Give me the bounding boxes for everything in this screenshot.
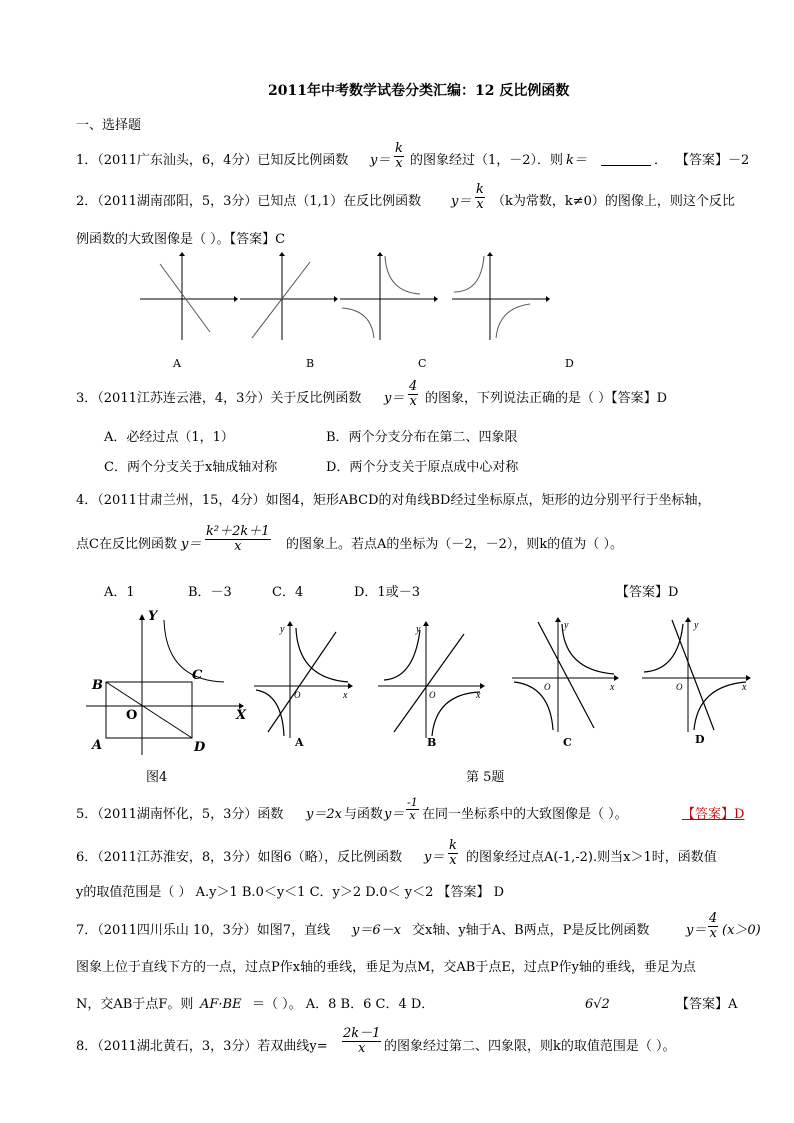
q4-option-c: C．4	[272, 585, 304, 600]
fig5-caption: 第 5题	[466, 770, 505, 785]
svg-text:y: y	[564, 620, 569, 631]
q5-func: y＝	[384, 807, 405, 822]
q2-line2: 例函数的大致图像是（ ）。【答案】C	[76, 232, 286, 247]
q6-fraction	[448, 839, 458, 869]
q3-option-b: B．两个分支分布在第二、四象限	[326, 430, 518, 445]
svg-text:x: x	[742, 682, 747, 693]
q7-line2: 图象上位于直线下方的一点，过点P作x轴的垂线，垂足为点M，交AB于点E，过点P作y轴的垂线，垂足为点	[76, 960, 696, 975]
q2-label-c: C	[418, 357, 427, 370]
q2-frac-num: k	[476, 182, 484, 197]
fig4-caption: 图4	[146, 770, 168, 785]
q2-graph-b	[238, 252, 338, 342]
q1-func: y＝	[370, 153, 391, 168]
page-title: 2011年中考数学试卷分类汇编：12 反比例函数	[268, 83, 570, 99]
q6-frac-num: k	[449, 838, 457, 853]
q7-func: y＝	[686, 923, 707, 938]
fig5-graph-c	[510, 616, 630, 736]
q1-fraction	[394, 142, 404, 172]
q3-text-a: 3．（2011江苏连云港，4，3分）关于反比例函数	[76, 391, 362, 406]
q7-line-eq: y＝6－x	[352, 923, 401, 938]
q2-fraction	[475, 183, 485, 213]
q5-frac-num: -1	[407, 796, 418, 809]
figure-4	[86, 610, 266, 760]
q4-frac-num: k²＋2k＋1	[206, 524, 270, 539]
q4-option-d: D．1或－3	[354, 585, 420, 600]
q8-frac-num: 2k－1	[343, 1026, 381, 1041]
q4-text-b: 的图象上。若点A的坐标为（－2，－2），则k的值为（ ）。	[286, 537, 623, 552]
q7-product: AF·BE	[200, 997, 242, 1012]
q1-frac-num: k	[395, 141, 403, 156]
q7-answer: 【答案】A	[676, 997, 738, 1012]
q6-func: y＝	[424, 850, 445, 865]
q5-frac-den: x	[409, 809, 416, 823]
q3-func: y＝	[384, 391, 405, 406]
q2-graph-d	[450, 252, 550, 342]
q4-answer: 【答案】D	[616, 585, 679, 600]
fig5-label-a: A	[295, 736, 304, 749]
q1-text-a: 1．（2011广东汕头，6，4分）已知反比例函数	[76, 153, 349, 168]
q7-text-c: N，交AB于点F。则	[76, 997, 194, 1012]
q6-frac-den: x	[449, 853, 457, 869]
q2-label-a: A	[173, 357, 181, 370]
q5-text-a: 5．（2011湖南怀化，5，3分）函数	[76, 807, 284, 822]
svg-text:O: O	[676, 682, 683, 692]
q3-frac-den: x	[409, 394, 417, 410]
q3-fraction	[408, 380, 418, 410]
fig5-label-d: D	[695, 733, 705, 746]
svg-text:y: y	[694, 620, 699, 631]
fig5-graph-d	[640, 616, 760, 736]
fig4-c-label: C	[192, 668, 203, 683]
q3-option-d: D．两个分支关于原点成中心对称	[326, 460, 519, 475]
q8-fraction	[342, 1027, 381, 1057]
q8-text-a: 8．（2011湖北黄石，3，3分）若双曲线y=	[76, 1039, 328, 1054]
svg-text:O: O	[429, 690, 436, 700]
fig4-o-label: O	[126, 708, 138, 723]
q7-frac-den: x	[709, 926, 717, 942]
q7-condition: (x＞0)	[722, 923, 761, 938]
fig5-graph-a	[252, 620, 362, 740]
fig4-y-label: Y	[148, 609, 158, 624]
q8-frac-den: x	[358, 1041, 366, 1057]
q4-func: y＝	[181, 537, 202, 552]
q7-fraction	[708, 912, 718, 942]
section-heading: 一、选择题	[76, 118, 142, 133]
svg-text:x: x	[610, 682, 615, 693]
q1-text-b: 的图象经过（1，－2）．则	[410, 153, 564, 168]
svg-text:x: x	[476, 690, 481, 701]
q7-frac-num: 4	[709, 911, 718, 926]
q6-line2: y的取值范围是（ ） A.y＞1 B.0＜y＜1 C．y＞2 D.0＜ y＜2 【答案】 D	[76, 885, 505, 900]
svg-text:x: x	[343, 690, 348, 701]
q5-answer: 【答案】D	[682, 807, 745, 822]
fig4-d-label: D	[194, 740, 206, 755]
fig5-label-b: B	[427, 736, 437, 749]
fig5-label-c: C	[563, 736, 572, 749]
fig4-x-label: X	[236, 708, 247, 723]
q3-text-b: 的图象，下列说法正确的是（ ）【答案】D	[425, 391, 668, 406]
svg-text:O: O	[544, 682, 551, 692]
q5-text-c: 在同一坐标系中的大致图像是（ ）。	[422, 807, 628, 822]
q3-option-c: C．两个分支关于x轴成轴对称	[104, 460, 278, 475]
q4-option-a: A．1	[104, 585, 135, 600]
q2-text-b: （k为常数，k≠0）的图像上，则这个反比	[492, 194, 735, 209]
q3-option-a: A．必经过点（1，1）	[104, 430, 234, 445]
q6-text-a: 6．（2011江苏淮安，8，3分）如图6（略），反比例函数	[76, 850, 403, 865]
q1-frac-den: x	[395, 156, 403, 172]
q1-k-eq: k＝	[566, 153, 587, 168]
q4-text-a: 点C在反比例函数	[76, 537, 177, 552]
svg-text:O: O	[294, 690, 301, 700]
q2-frac-den: x	[476, 197, 484, 213]
q7-text-a: 7．（2011四川乐山 10，3分）如图7，直线	[76, 923, 331, 938]
q7-text-d: ＝（ ）。 A．8 B．6 C．4 D．	[252, 997, 435, 1012]
q8-text-b: 的图象经过第二、四象限，则k的取值范围是（ ）。	[384, 1039, 676, 1054]
q2-graph-c	[338, 252, 438, 342]
q4-option-b: B．－3	[188, 585, 232, 600]
q1-answer: 【答案】－2	[676, 153, 750, 168]
q5-fraction	[406, 797, 419, 822]
q7-text-b: 交x轴、y轴于A、B两点，P是反比例函数	[412, 923, 650, 938]
svg-text:y: y	[280, 624, 285, 635]
q6-text-b: 的图象经过点A(-1,-2).则当x＞1时，函数值	[466, 850, 717, 865]
q1-answer-blank	[601, 153, 651, 166]
q2-graph-a	[138, 252, 238, 342]
q2-label-b: B	[306, 357, 315, 370]
fig4-a-label: A	[92, 738, 103, 753]
q4-frac-den: x	[234, 539, 242, 555]
q3-frac-num: 4	[409, 379, 418, 394]
q5-text-b: 与函数	[344, 807, 384, 822]
q5-f1: y＝2x	[306, 807, 342, 822]
q4-fraction	[205, 525, 271, 555]
svg-text:y: y	[416, 624, 421, 635]
q2-label-d: D	[565, 357, 574, 370]
fig5-graph-b	[376, 620, 496, 740]
q4-line1: 4．（2011甘肃兰州，15，4分）如图4，矩形ABCD的对角线BD经过坐标原点，矩形的边分别平行于坐标轴，	[76, 493, 711, 508]
q2-func: y＝	[451, 194, 472, 209]
q7-option-d-value: 6√2	[585, 997, 610, 1012]
q2-text-a: 2．（2011湖南邵阳，5，3分）已知点（1,1）在反比例函数	[76, 194, 422, 209]
fig4-b-label: B	[92, 678, 103, 693]
q1-dot: ．	[654, 153, 668, 168]
